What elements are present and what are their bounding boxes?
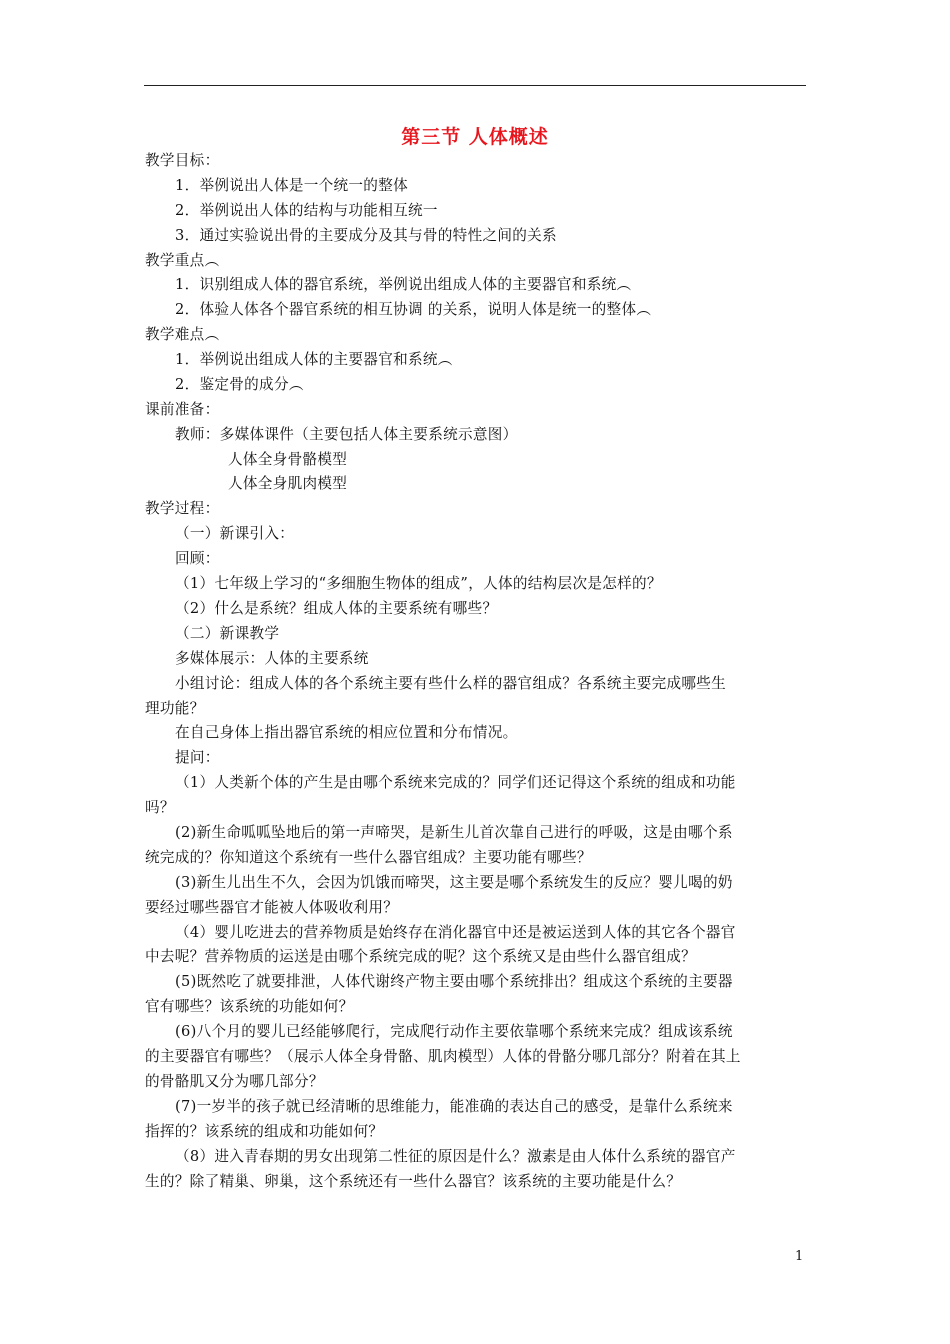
review-question-1: （1）七年级上学习的“多细胞生物体的组成”，人体的结构层次是怎样的？ [175,575,662,592]
new-lesson-heading: （二）新课教学 [175,625,280,642]
key-point-2: 2．体验人体各个器官系统的相互协调 的关系，说明人体是统一的整体︵ [175,301,652,318]
objective-3: 3．通过实验说出骨的主要成分及其与骨的特性之间的关系 [175,227,557,244]
objective-1: 1．举例说出人体是一个统一的整体 [175,177,408,194]
question-2-cont: 统完成的？你知道这个系统有一些什么器官组成？主要功能有哪些？ [145,849,592,866]
multimedia-display: 多媒体展示：人体的主要系统 [175,650,369,667]
section-heading-process: 教学过程： [145,500,220,517]
question-label: 提问： [175,749,220,766]
review-question-2: （2）什么是系统？组成人体的主要系统有哪些？ [175,600,498,617]
section-heading-difficulties: 教学难点︵ [145,326,220,343]
difficulty-2: 2．鉴定骨的成分︵ [175,376,304,393]
question-6-cont: 的主要器官有哪些？（展示人体全身骨骼、肌肉模型）人体的骨骼分哪几部分？附着在其上 [145,1048,741,1065]
question-7: (7)一岁半的孩子就已经清晰的思维能力，能准确的表达自己的感受，是靠什么系统来 [175,1098,733,1115]
section-heading-preparation: 课前准备： [145,401,220,418]
objective-2: 2．举例说出人体的结构与功能相互统一 [175,202,438,219]
question-5-cont: 官有哪些？该系统的功能如何？ [145,998,354,1015]
header-rule [144,85,806,86]
question-4-cont: 中去呢？营养物质的运送是由哪个系统完成的呢？这个系统又是由些什么器官组成？ [145,948,697,965]
question-1-cont: 吗？ [145,799,175,816]
review-label: 回顾： [175,550,220,567]
question-5: (5)既然吃了就要排泄，人体代谢终产物主要由哪个系统排出？组成这个系统的主要器 [175,973,733,990]
group-discussion-cont: 理功能？ [145,700,205,717]
question-2: (2)新生命呱呱坠地后的第一声啼哭，是新生儿首次靠自己进行的呼吸，这是由哪个系 [175,824,733,841]
body-location-task: 在自己身体上指出器官系统的相应位置和分布情况。 [175,724,518,741]
question-3-cont: 要经过哪些器官才能被人体吸收利用？ [145,899,399,916]
question-1: （1）人类新个体的产生是由哪个系统来完成的？同学们还记得这个系统的组成和功能 [175,774,736,791]
document-title: 第三节 人体概述 [401,126,549,148]
section-heading-key-points: 教学重点︵ [145,252,220,269]
preparation-item-muscle: 人体全身肌肉模型 [228,475,348,492]
question-8: （8）进入青春期的男女出现第二性征的原因是什么？激素是由人体什么系统的器官产 [175,1148,736,1165]
question-4: （4）婴儿吃进去的营养物质是始终存在消化器官中还是被运送到人体的其它各个器官 [175,924,736,941]
group-discussion: 小组讨论：组成人体的各个系统主要有些什么样的器官组成？各系统主要完成哪些生 [175,675,727,692]
question-7-cont: 指挥的？该系统的组成和功能如何？ [145,1123,384,1140]
question-8-cont: 生的？除了精巢、卵巢，这个系统还有一些什么器官？该系统的主要功能是什么？ [145,1173,682,1190]
question-6: (6)八个月的婴儿已经能够爬行，完成爬行动作主要依靠哪个系统来完成？组成该系统 [175,1023,733,1040]
key-point-1: 1．识别组成人体的器官系统，举例说出组成人体的主要器官和系统︵ [175,276,632,293]
difficulty-1: 1．举例说出组成人体的主要器官和系统︵ [175,351,453,368]
question-3: (3)新生儿出生不久，会因为饥饿而啼哭，这主要是哪个系统发生的反应？婴儿喝的奶 [175,874,733,891]
preparation-item-skeleton: 人体全身骨骼模型 [228,451,348,468]
section-heading-objectives: 教学目标： [145,152,220,169]
process-intro-heading: （一）新课引入： [175,525,295,542]
question-6-cont-2: 的骨骼肌又分为哪几部分？ [145,1073,324,1090]
page-number: 1 [795,1249,804,1264]
preparation-teacher: 教师：多媒体课件（主要包括人体主要系统示意图） [175,426,518,443]
